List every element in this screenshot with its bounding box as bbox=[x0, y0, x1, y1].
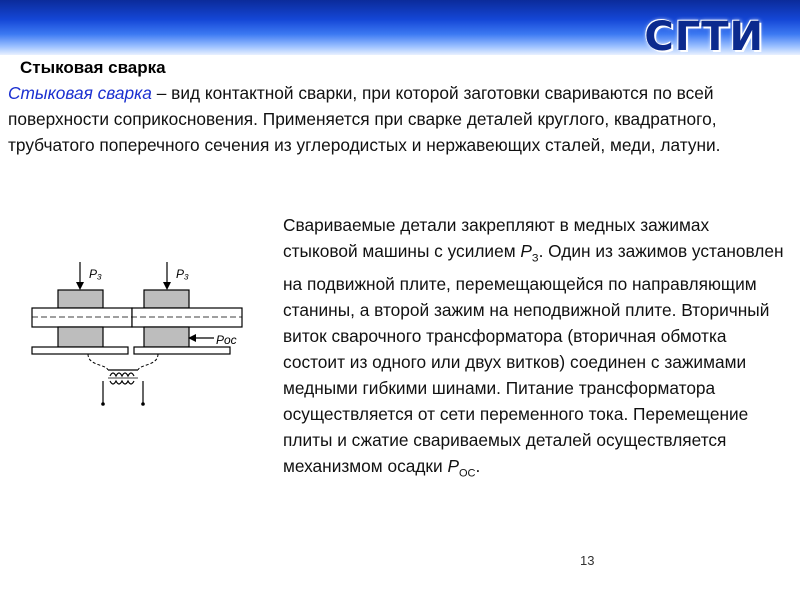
label-p3-left: P₃ bbox=[89, 267, 102, 281]
movable-plate bbox=[134, 347, 230, 354]
force-arrow-right bbox=[163, 262, 171, 290]
flexible-bus-left bbox=[88, 354, 108, 370]
intro-paragraph bbox=[8, 80, 793, 158]
description-paragraph bbox=[283, 212, 788, 487]
upset-force-arrow bbox=[188, 334, 214, 342]
workpiece-right bbox=[132, 308, 242, 327]
upper-clamp-left bbox=[58, 290, 103, 308]
force-arrow-left bbox=[76, 262, 84, 290]
label-p3-right: P₃ bbox=[176, 267, 189, 281]
transformer bbox=[101, 370, 145, 406]
desc-p3-symbol: P bbox=[520, 241, 532, 261]
desc-end: . bbox=[475, 456, 481, 477]
lower-clamp-right bbox=[144, 327, 189, 347]
butt-welding-diagram bbox=[28, 258, 250, 408]
flexible-bus-right bbox=[138, 354, 158, 370]
lower-clamp-left bbox=[58, 327, 103, 347]
intro-term: Стыковая сварка bbox=[8, 83, 152, 103]
slide-title: Стыковая сварка bbox=[20, 58, 166, 77]
logo: СГТИ bbox=[644, 14, 764, 60]
fixed-plate bbox=[32, 347, 128, 354]
desc-p3-sub: З bbox=[531, 252, 539, 265]
desc-poc-sub: ОС bbox=[458, 467, 476, 480]
upper-clamp-right bbox=[144, 290, 189, 308]
desc-part1: Свариваемые детали закрепляют в медных зажимах стыковой машины с усилием bbox=[283, 215, 710, 261]
page-number: 13 bbox=[580, 553, 595, 568]
intro-text: – вид контактной сварки, при которой заготовки свариваются по всей поверхности соприкосновения. Применяется при сварке деталей круглого, квадратного, трубчатого поперечного сечения из углеродистых и нержавеющих сталей, меди, латуни. bbox=[8, 83, 721, 155]
label-poc: Pос bbox=[216, 333, 237, 347]
desc-part2: . Один из зажимов установлен на подвижной плите, перемещающейся по направляющим станины, а второй зажим на неподвижной плите. Вторичный виток сварочного трансформатора (вторичная обмотка состоит из одного или двух витков) соединен с зажимами медными гибкими шинами. Питание трансформатора осуществляется от сети переменного тока. Перемещение плиты и сжатие свариваемых деталей осуществляется механизмом осадки bbox=[283, 241, 784, 477]
workpiece-left bbox=[32, 308, 132, 327]
desc-poc-symbol: P bbox=[447, 456, 459, 477]
